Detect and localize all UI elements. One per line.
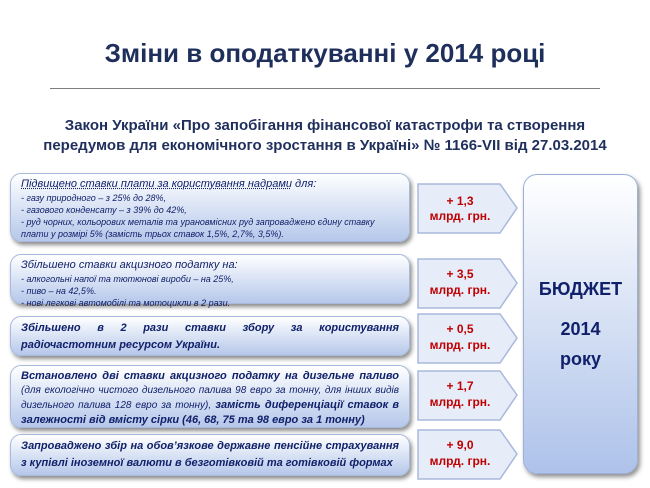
list-item: - руд чорних, кольорових металів та урановмісних руд запроваджено єдину ставку плати у розмірі 5% (замість трьох ставок 1,5%, 2,7%, 3,5%). <box>21 217 375 239</box>
measure-heading-tail: на: <box>219 259 238 271</box>
amount-arrow <box>415 427 520 482</box>
budget-year: 2014 <box>560 319 601 339</box>
measure-heading-tail: замість диференціації ставок в залежності від вмісту сірки (46, 68, 75 та 98 евро за 1 тонну) <box>21 399 399 426</box>
amount-arrow <box>415 256 520 311</box>
measure-box-diesel <box>10 365 410 428</box>
measure-box-subsoil <box>10 173 410 242</box>
measure-heading: Встановлено дві ставки акцизного податку на дизельне паливо <box>21 370 399 382</box>
amount-unit: млрд. грн. <box>429 209 491 223</box>
amount-value: + 3,5 <box>446 267 474 281</box>
amount-value: + 1,3 <box>446 194 474 208</box>
measure-heading: Збільшено ставки акцизного податку <box>21 259 220 271</box>
list-item: - пиво – на 42,5%. <box>21 286 97 296</box>
measure-heading-tail: для: <box>291 178 317 190</box>
measure-box-excise <box>10 254 410 308</box>
amount-unit: млрд. грн. <box>429 454 491 468</box>
law-subtitle-line-1: Закон України «Про запобігання фінансової катастрофи та створення <box>64 117 586 134</box>
law-subtitle-line-2: передумов для економічного зростання в Україні» № 1166-VII від 27.03.2014 <box>43 137 607 154</box>
amount-arrow <box>415 311 520 366</box>
measure-box-pension <box>10 434 410 476</box>
list-item: - газового конденсату – з 39% до 42%, <box>21 205 187 215</box>
amount-arrow <box>415 368 520 423</box>
amount-value: + 1,7 <box>446 379 474 393</box>
amount-unit: млрд. грн. <box>429 283 491 297</box>
budget-label: БЮДЖЕТ <box>538 279 623 299</box>
list-item: - газу природного – з 25% до 28%, <box>21 193 166 203</box>
measure-heading: Підвищено ставки плати за користування надрами <box>21 178 292 190</box>
amount-unit: млрд. грн. <box>429 338 491 352</box>
measure-box-radio <box>10 316 410 356</box>
measure-detail: (для екологічно чистого дизельного палива 98 евро за тонну, для інших видів дизельного палива 128 евро за тонну), <box>21 385 399 411</box>
amount-value: + 9,0 <box>446 438 474 452</box>
amount-unit: млрд. грн. <box>429 395 491 409</box>
amount-arrow <box>415 181 520 236</box>
list-item: - алкогольні напої та тютюнові вироби – на 25%, <box>21 274 234 284</box>
list-item: - нові легкові автомобілі та мотоцикли в 2 рази. <box>21 298 231 308</box>
budget-box <box>523 174 638 474</box>
law-subtitle <box>20 116 630 156</box>
measure-text: Збільшено в 2 рази ставки збору за користування радіочастотним ресурсом України. <box>21 322 399 351</box>
title-divider <box>50 88 600 89</box>
page-title: Зміни в оподаткуванні у 2014 році <box>104 38 546 68</box>
measure-text: Запроваджено збір на обов’язкове державне пенсійне страхування з купівлі іноземної валюти в безготівковій та готівковій формах <box>21 440 399 469</box>
amount-value: + 0,5 <box>446 322 474 336</box>
budget-suffix: року <box>559 349 601 369</box>
